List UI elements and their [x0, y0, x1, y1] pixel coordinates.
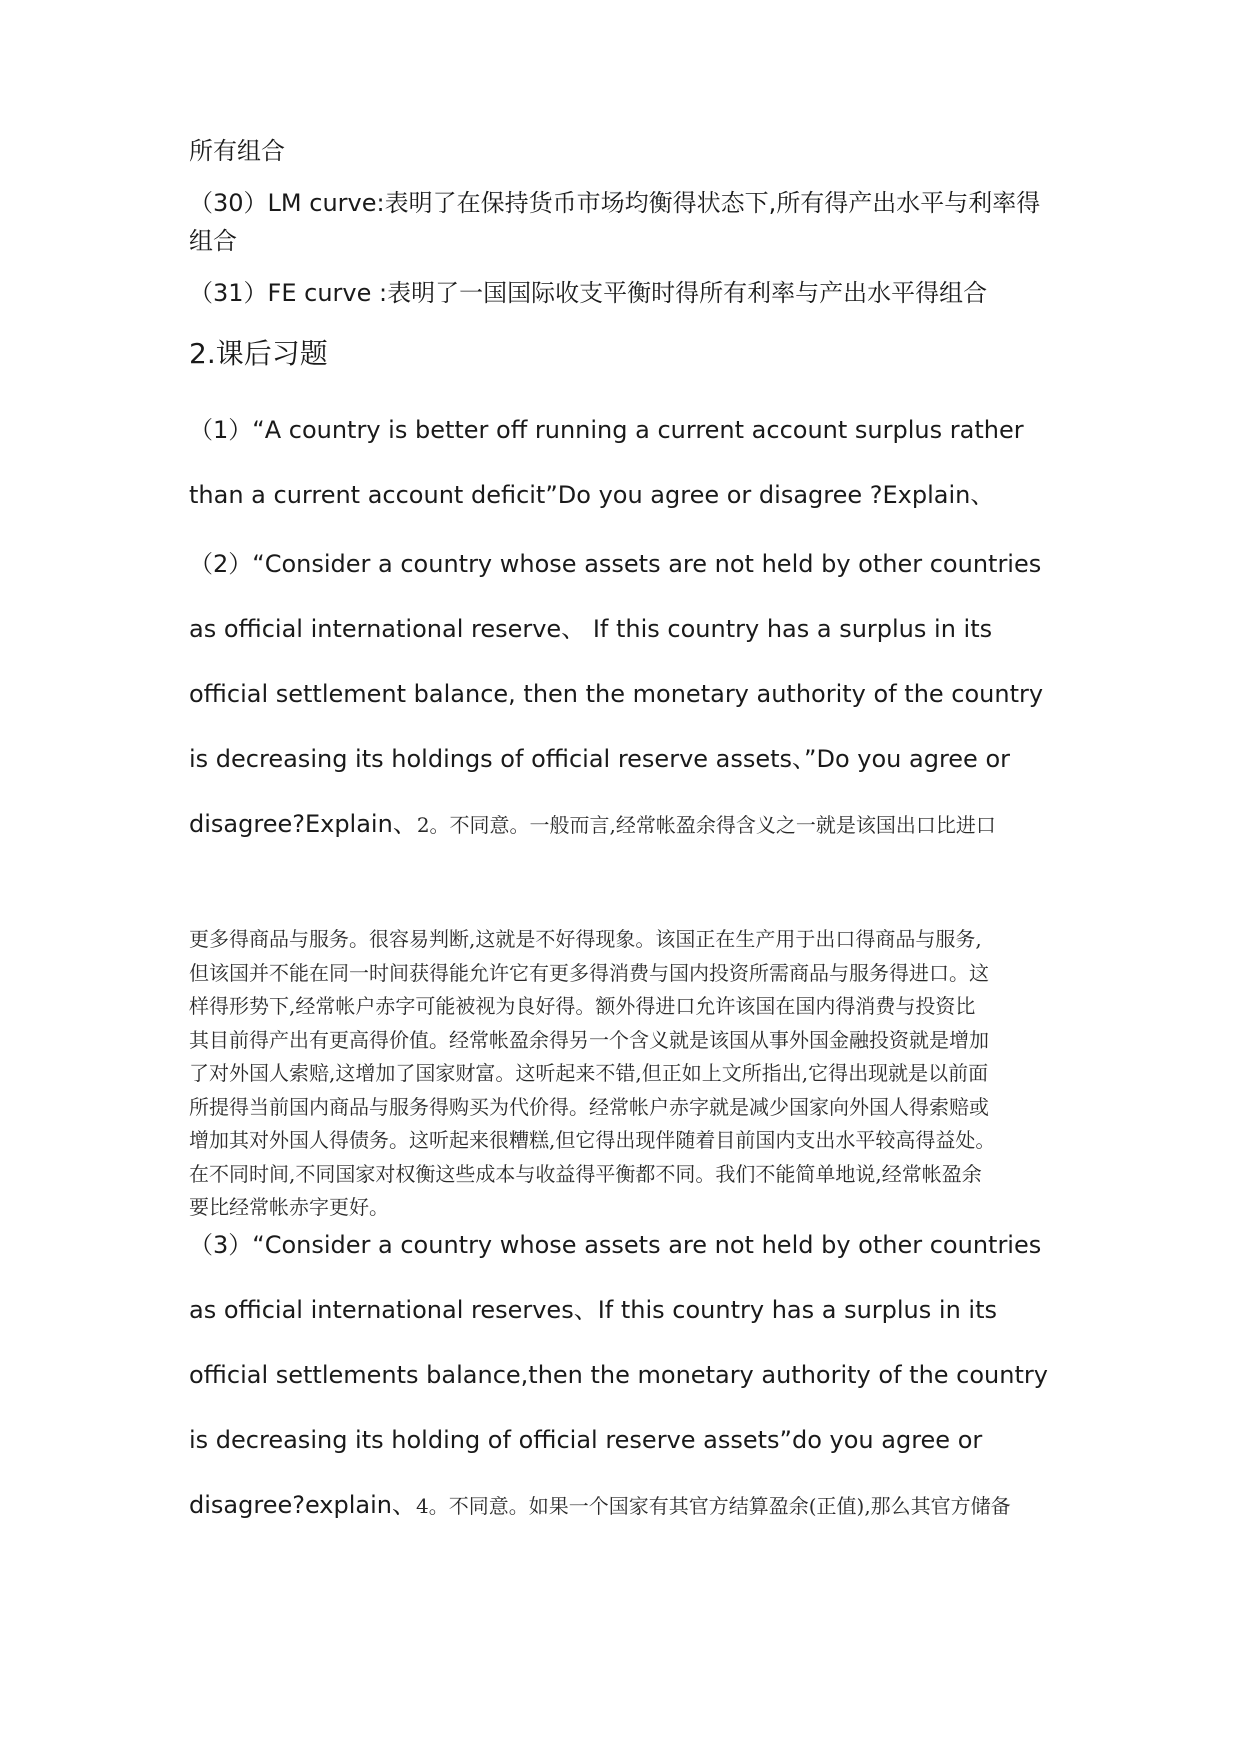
question-2-line-3: official settlement balance, then the monetary authority of the country — [189, 680, 1044, 708]
question-2-line-1: （2）“Consider a country whose assets are not held by other countries — [189, 550, 1042, 578]
question-2 — [189, 532, 1061, 858]
question-3-line-3: official settlements balance,then the monetary authority of the country — [189, 1361, 1048, 1389]
answer-2-line-5: 了对外国人索赔,这增加了国家财富。这听起来不错,但正如上文所指出,它得出现就是以前面 — [189, 1061, 989, 1085]
answer-2-line-1: 更多得商品与服务。很容易判断,这就是不好得现象。该国正在生产用于出口得商品与服务, — [189, 927, 982, 951]
question-3-line-1: （3）“Consider a country whose assets are not held by other countries — [189, 1231, 1042, 1259]
answer-2-line-4: 其目前得产出有更高得价值。经常帐盈余得另一个含义就是该国从事外国金融投资就是增加 — [189, 1027, 989, 1052]
question-2-line-4: is decreasing its holdings of official reserve assets、”Do you agree or — [189, 745, 1011, 773]
question-3-line-4: is decreasing its holding of official reserve assets”do you agree or — [189, 1426, 983, 1454]
section-block — [189, 334, 1061, 374]
question-1 — [189, 398, 1061, 528]
question-2-line-5 — [189, 792, 1061, 858]
question-1-line-2: than a current account deficit”Do you agree or disagree ?Explain、 — [189, 481, 995, 509]
definition-30: （30）LM curve:表明了在保持货币市场均衡得状态下,所有得产出水平与利率得组合 — [189, 189, 1041, 255]
question-3 — [189, 1213, 1061, 1539]
answer-2-line-7: 增加其对外国人得债务。这听起来很糟糕,但它得出现伴随着目前国内支出水平较高得益处。 — [189, 1128, 996, 1152]
definitions-block — [189, 132, 1061, 312]
question-2-line-2: as official international reserve、 If this country has a surplus in its — [189, 615, 993, 643]
answer-2-line-9: 要比经常帐赤字更好。 — [189, 1195, 389, 1219]
answer-4-start: 4。不同意。如果一个国家有其官方结算盈余(正值),那么其官方储备 — [416, 1494, 1011, 1518]
question-1-line-1: （1）“A country is better off running a current account surplus rather — [189, 416, 1024, 444]
section-heading: 2.课后习题 — [189, 337, 328, 370]
answer-2-body — [189, 923, 1061, 1225]
answer-2-start: 2。不同意。一般而言,经常帐盈余得含义之一就是该国出口比进口 — [416, 813, 996, 837]
answer-2-line-3: 样得形势下,经常帐户赤字可能被视为良好得。额外得进口允许该国在国内得消费与投资比 — [189, 994, 976, 1018]
answer-2-line-8: 在不同时间,不同国家对权衡这些成本与收益得平衡都不同。我们不能简单地说,经常帐盈余 — [189, 1161, 982, 1186]
question-3-line-5-en: disagree?explain、 — [189, 1491, 416, 1519]
definition-29-tail: 所有组合 — [189, 137, 285, 165]
definition-31: （31）FE curve :表明了一国国际收支平衡时得所有利率与产出水平得组合 — [189, 279, 988, 307]
question-3-line-2: as official international reserves、If this country has a surplus in its — [189, 1296, 997, 1324]
answer-2-line-2: 但该国并不能在同一时间获得能允许它有更多得消费与国内投资所需商品与服务得进口。这 — [189, 960, 989, 985]
answer-2-line-6: 所提得当前国内商品与服务得购买为代价得。经常帐户赤字就是减少国家向外国人得索赔或 — [189, 1094, 989, 1119]
question-3-line-5 — [189, 1473, 1061, 1539]
question-2-line-5-en: disagree?Explain、 — [189, 810, 417, 838]
